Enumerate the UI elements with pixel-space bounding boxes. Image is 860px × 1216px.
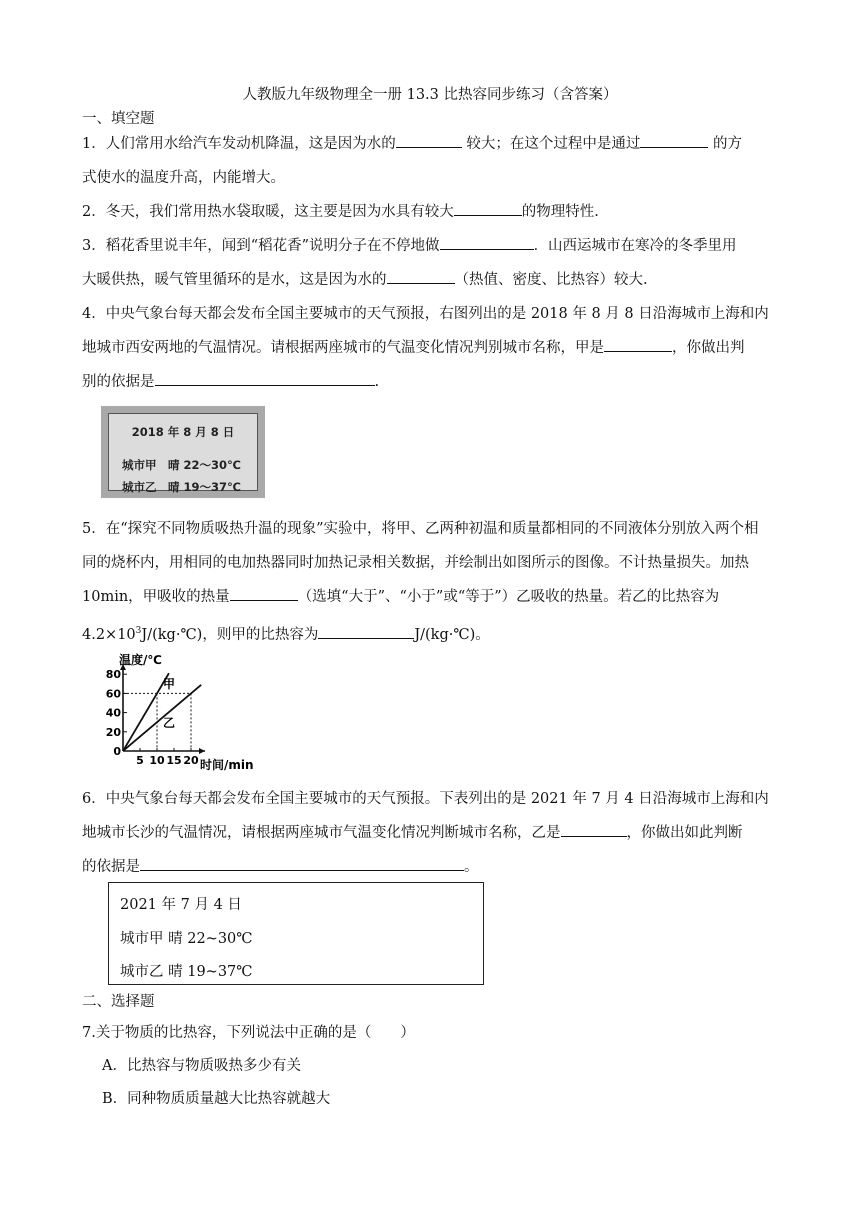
q4-text-e: . bbox=[374, 374, 380, 390]
q5-text-a: 5．在“探究不同物质吸热升温的现象”实验中，将甲、乙两种初温和质量都相同的不同液体分别放入两个相 bbox=[82, 521, 759, 537]
q1-text-a: 1．人们常用水给汽车发动机降温，这是因为水的 bbox=[82, 136, 396, 152]
y-tick-label: 20 bbox=[105, 725, 121, 739]
question-5 bbox=[82, 512, 782, 652]
q3-blank-2[interactable] bbox=[387, 267, 455, 284]
q4-text-c: ，你做出判 bbox=[672, 340, 745, 356]
question-4 bbox=[82, 297, 782, 399]
q5-blank-2[interactable] bbox=[318, 622, 414, 639]
graph-tick-labels bbox=[106, 668, 199, 767]
q5-text-f: J/(kg·℃)。 bbox=[414, 626, 490, 643]
weather-forecast-image bbox=[101, 406, 265, 498]
question-6 bbox=[82, 782, 782, 884]
q3-blank-1[interactable] bbox=[440, 233, 534, 250]
y-tick-label: 40 bbox=[105, 706, 121, 720]
q1-blank-2[interactable] bbox=[640, 131, 708, 148]
section-fill-in: 一、填空题 bbox=[82, 111, 155, 127]
q5-text-e2: J/(kg·℃)，则甲的比热容为 bbox=[141, 626, 319, 643]
q6-blank-1[interactable] bbox=[561, 820, 627, 837]
y-tick-label: 0 bbox=[113, 745, 121, 758]
x-tick-label: 10 bbox=[149, 754, 165, 767]
q1-text-d: 式使水的温度升高，内能增大。 bbox=[82, 170, 285, 186]
q6-text-e: 。 bbox=[464, 859, 479, 875]
series-label-jia: 甲 bbox=[163, 677, 176, 691]
table-row-city-jia: 城市甲 晴 22~30℃ bbox=[120, 931, 253, 947]
x-axis-arrow bbox=[199, 748, 205, 754]
q3-text-b: ．山西运城市在寒冷的冬季里用 bbox=[533, 238, 737, 254]
question-2 bbox=[82, 195, 782, 229]
q6-text-d: 的依据是 bbox=[82, 859, 140, 875]
q5-text-d: （选填“大于”、“小于”或“等于”）乙吸收的热量。若乙的比热容为 bbox=[297, 589, 720, 605]
section-multiple-choice: 二、选择题 bbox=[82, 994, 155, 1010]
y-tick-label: 80 bbox=[105, 668, 121, 682]
q6-text-c: ，你做出如此判断 bbox=[626, 825, 743, 841]
forecast-date: 2018 年 8 月 8 日 bbox=[131, 425, 235, 439]
q5-text-b: 同的烧杯内，用相同的电加热器同时加热记录相关数据，并绘制出如图所示的图像。不计热量损失。加热 bbox=[82, 555, 749, 571]
graph-y-axis-label: 温度/℃ bbox=[119, 653, 162, 667]
q2-text-b: 的物理特性. bbox=[521, 204, 599, 220]
x-tick-label: 5 bbox=[136, 754, 144, 767]
x-tick-label: 15 bbox=[166, 754, 182, 767]
q3-text-a: 3．稻花香里说丰年，闻到“稻花香”说明分子在不停地做 bbox=[82, 238, 440, 254]
q5-text-c: 10min，甲吸收的热量 bbox=[82, 589, 230, 605]
question-3 bbox=[82, 229, 782, 297]
series-line-jia bbox=[123, 673, 169, 751]
q4-blank-1[interactable] bbox=[604, 335, 672, 352]
q4-text-d: 别的依据是 bbox=[82, 374, 155, 390]
y-tick-label: 60 bbox=[105, 687, 121, 701]
table-row-city-yi: 城市乙 晴 19~37℃ bbox=[120, 964, 253, 980]
q5-blank-1[interactable] bbox=[230, 584, 298, 601]
q7-option-a[interactable]: A．比热容与物质吸热多少有关 bbox=[102, 1058, 301, 1074]
q6-text-a: 6．中央气象台每天都会发布全国主要城市的天气预报。下表列出的是 2021 年 7 月 4 日沿海城市上海和内 bbox=[82, 791, 769, 807]
forecast-city-yi: 城市乙 晴 19～37℃ bbox=[122, 480, 241, 494]
q4-text-a: 4．中央气象台每天都会发布全国主要城市的天气预报，右图列出的是 2018 年 8 月 8 日沿海城市上海和内 bbox=[82, 306, 769, 322]
q5-text-e1: 4.2×10 bbox=[82, 626, 136, 643]
q1-text-b: 较大；在这个过程中是通过 bbox=[461, 136, 641, 152]
document-title: 人教版九年级物理全一册 13.3 比热容同步练习（含答案） bbox=[242, 87, 618, 103]
temperature-time-graph bbox=[105, 650, 260, 775]
question-7-stem: 7.关于物质的比热容，下列说法中正确的是（ ） bbox=[82, 1025, 415, 1041]
q3-text-d: （热值、密度、比热容）较大. bbox=[454, 272, 648, 288]
forecast-city-jia: 城市甲 晴 22～30℃ bbox=[122, 458, 241, 472]
q7-option-b[interactable]: B．同种物质质量越大比热容就越大 bbox=[102, 1091, 331, 1107]
q5-exponent: 3 bbox=[135, 626, 142, 636]
q3-text-c: 大暖供热，暖气管里循环的是水，这是因为水的 bbox=[82, 272, 387, 288]
x-tick-label: 20 bbox=[183, 754, 199, 767]
q6-text-b: 地城市长沙的气温情况，请根据两座城市气温变化情况判断城市名称，乙是 bbox=[82, 825, 561, 841]
q4-text-b: 地城市西安两地的气温情况。请根据两座城市的气温变化情况判别城市名称，甲是 bbox=[82, 340, 604, 356]
table-date: 2021 年 7 月 4 日 bbox=[120, 897, 242, 913]
q1-text-c: 的方 bbox=[708, 136, 742, 152]
q1-blank-1[interactable] bbox=[396, 131, 462, 148]
weather-table bbox=[108, 882, 484, 985]
q6-blank-2[interactable] bbox=[140, 854, 464, 871]
question-1 bbox=[82, 127, 782, 195]
q2-blank-1[interactable] bbox=[454, 199, 522, 216]
q4-blank-2[interactable] bbox=[155, 369, 375, 386]
series-label-yi: 乙 bbox=[163, 716, 176, 730]
q2-text-a: 2．冬天，我们常用热水袋取暖，这主要是因为水具有较大 bbox=[82, 204, 454, 220]
graph-x-axis-label: 时间/min bbox=[200, 758, 254, 772]
